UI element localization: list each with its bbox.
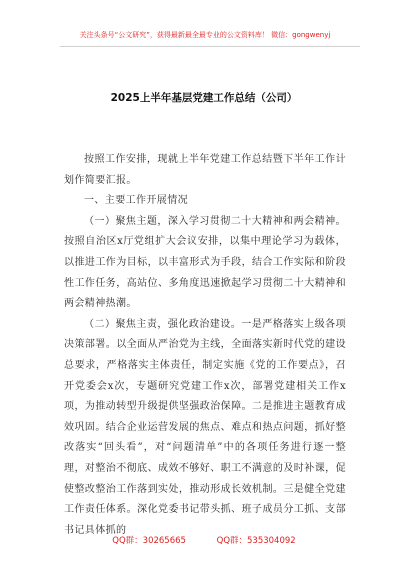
section-heading: 一、主要工作开展情况 (84, 195, 188, 207)
footer-qq-group-2: QQ群：535304092 (216, 536, 296, 546)
document-title: 2025上半年基层党建工作总结（公司） (110, 92, 298, 104)
document-body (64, 150, 346, 541)
header-divider (60, 46, 360, 47)
header-banner: 关注头条号“公文研究”，获得最新最全最专业的公文资料库！ 微信：gongwenyj (79, 31, 331, 39)
paragraph-item-2: （二）聚焦主责，强化政治建设。一是严格落实上级各项决策部署。以全面从严治党为主线，全面落实新时代党的建设总要求，严格落实主体责任，制定实施《党的工作要点》，召开党委会x次，专题研究党建工作x次，部署党建相关工作x项，为推动转型升级提供坚强政治保障。二是推进主题教育成效巩固。结合企业运营发展的焦点、难点和热点问题，抓好整改落实“回头看”，对“问题清单”中的各项任务进行逐一整理，对整治不彻底、成效不够好、职工不满意的及时补课，促使整改整治工作落到实处，推动形成长效机制。三是健全党建工作责任体系。深化党委书记带头抓、班子成员分工抓、支部书记具体抓的 (64, 318, 346, 536)
footer-qq-group-1: QQ群：30265665 (112, 536, 186, 546)
footer-contact (0, 534, 408, 546)
paragraph-item-1: （一）聚焦主题，深入学习贯彻二十大精神和两会精神。按照自治区x厅党组扩大会议安排，以集中理论学习为载体，以推进工作为目标，以丰富形式为手段，结合工作实际和阶段性工作任务，高站位、多角度迅速掀起学习贯彻二十大精神和两会精神热潮。 (64, 215, 346, 310)
paragraph-intro: 按照工作安排，现就上半年党建工作总结暨下半年工作计划作简要汇报。 (64, 154, 346, 186)
